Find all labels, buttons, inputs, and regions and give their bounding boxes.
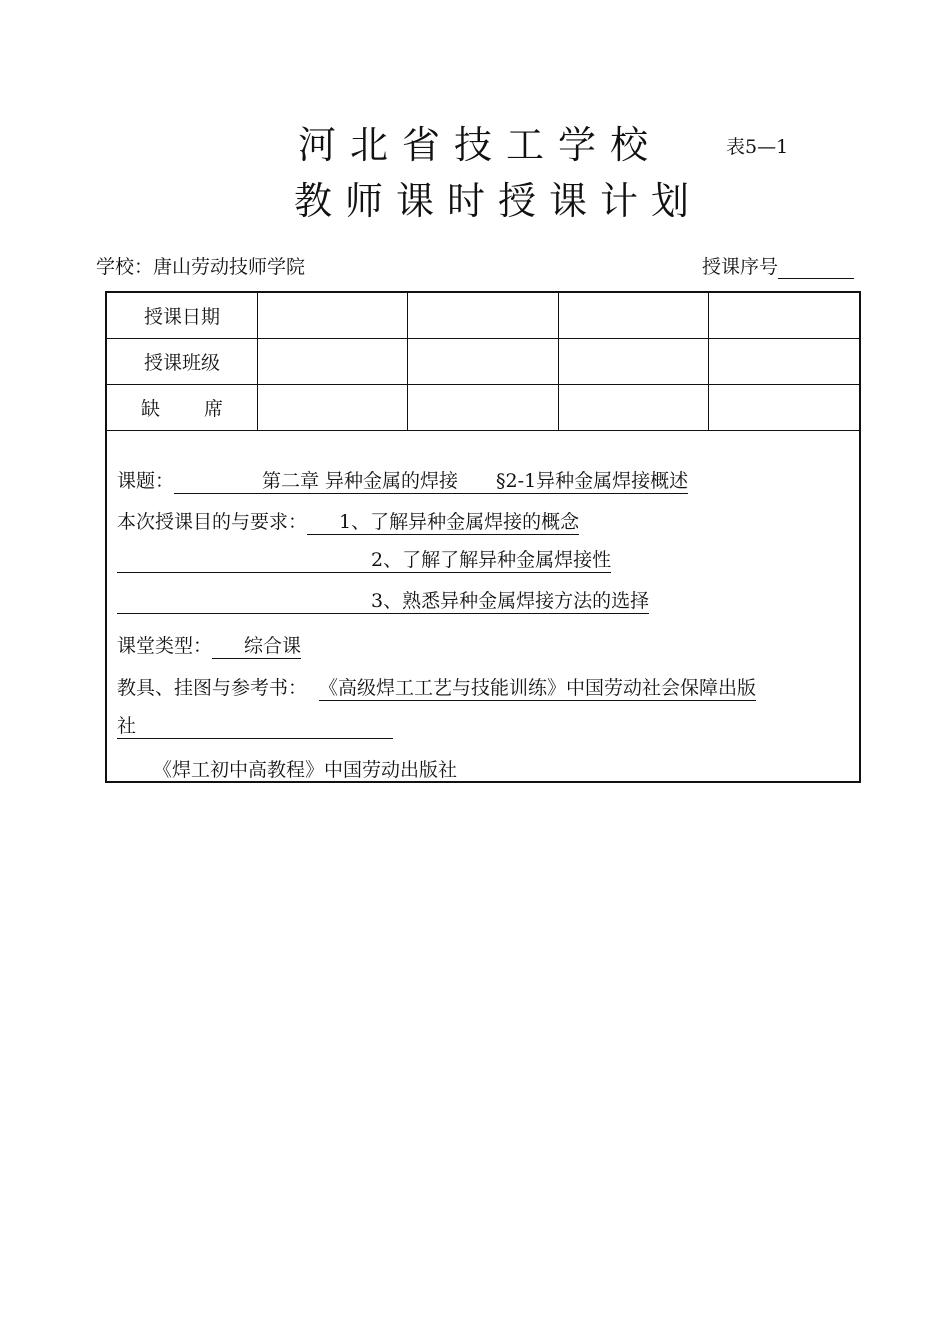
table-cell[interactable] xyxy=(709,385,859,431)
table-cell[interactable] xyxy=(258,293,408,339)
reference-1-underline xyxy=(319,676,756,701)
references-line-cont xyxy=(117,714,393,739)
document-subtitle: 教师课时授课计划 xyxy=(294,179,703,223)
table-cell[interactable] xyxy=(408,385,558,431)
table-row xyxy=(107,339,859,385)
document-title: 河北省技工学校 xyxy=(298,123,663,167)
table-cell[interactable] xyxy=(408,339,558,385)
objective-1-underline xyxy=(307,510,579,535)
table-cell[interactable] xyxy=(258,385,408,431)
class-type-line xyxy=(117,631,301,659)
topic-label: 课题： xyxy=(117,470,175,492)
objective-2-line xyxy=(117,548,611,573)
class-type-value: 综合课 xyxy=(244,635,302,657)
table-row xyxy=(107,293,859,339)
table-cell[interactable] xyxy=(558,339,708,385)
objectives-line xyxy=(117,507,579,535)
references-label: 教具、挂图与参考书： xyxy=(117,677,308,699)
class-type-label: 课堂类型： xyxy=(117,635,213,657)
references-line xyxy=(117,673,756,701)
reference-2-line xyxy=(153,755,457,782)
reference-1b: 社 xyxy=(117,715,137,737)
objective-3: 3、熟悉异种金属焊接方法的选择 xyxy=(371,590,650,612)
reference-1a: 《高级焊工工艺与技能训练》中国劳动社会保障出版 xyxy=(319,677,757,699)
table-cell[interactable] xyxy=(408,293,558,339)
absent-label-part1: 缺 xyxy=(140,398,160,420)
table-cell[interactable] xyxy=(558,293,708,339)
objective-3-line xyxy=(117,589,649,614)
lesson-number-field xyxy=(702,252,854,279)
objectives-label: 本次授课目的与要求： xyxy=(117,511,308,533)
topic-value-underline xyxy=(174,469,688,494)
row-label-date: 授课日期 xyxy=(107,293,258,339)
class-type-underline xyxy=(212,634,301,659)
reference-1b-underline xyxy=(117,714,393,739)
topic-line xyxy=(117,466,688,494)
table-row xyxy=(107,385,859,431)
lesson-number-label: 授课序号 xyxy=(702,256,779,278)
school-name: 学校：唐山劳动技师学院 xyxy=(96,256,306,278)
lesson-plan-form xyxy=(105,291,861,783)
objective-2: 2、了解了解异种金属焊接性 xyxy=(371,549,612,571)
form-number: 表5—1 xyxy=(726,136,789,158)
row-label-class: 授课班级 xyxy=(107,339,258,385)
table-cell[interactable] xyxy=(709,339,859,385)
objective-1: 1、了解异种金属焊接的概念 xyxy=(339,511,580,533)
lesson-number-blank[interactable] xyxy=(778,258,854,279)
topic-value: 第二章 异种金属的焊接 §2-1异种金属焊接概述 xyxy=(262,470,689,492)
table-cell[interactable] xyxy=(709,293,859,339)
table-cell[interactable] xyxy=(558,385,708,431)
objective-2-underline xyxy=(117,548,611,573)
reference-2: 《焊工初中高教程》中国劳动出版社 xyxy=(153,759,458,781)
table-cell[interactable] xyxy=(258,339,408,385)
absent-label-part2: 席 xyxy=(204,398,224,420)
row-label-absent xyxy=(107,385,258,431)
objective-3-underline xyxy=(117,589,649,614)
schedule-table xyxy=(107,293,859,431)
